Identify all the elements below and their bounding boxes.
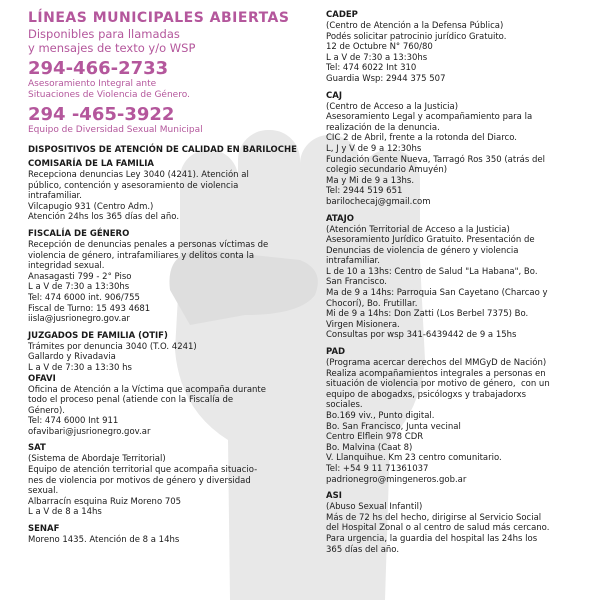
service-line[interactable]: padrionegro@mingeneros.gob.ar bbox=[326, 474, 467, 485]
service-line: Denuncias de violencia de género y violencia bbox=[326, 245, 519, 256]
service-line[interactable]: iisla@jusrionegro.gov.ar bbox=[28, 314, 130, 325]
service-line[interactable]: Tel: 474 6000 int. 906/755 bbox=[28, 292, 140, 303]
service-line: Ma y Mi de 9 a 13hs. bbox=[326, 175, 415, 186]
service-line: Gallardo y Rivadavia bbox=[28, 352, 116, 363]
service-block-caj bbox=[326, 91, 588, 208]
service-line: situación de violencia por motivo de género, con un bbox=[326, 379, 550, 390]
service-line: Vilcapugio 931 (Centro Adm.) bbox=[28, 201, 154, 212]
service-line: equipo de abogadxs, psicólogxs y trabajadorxs bbox=[326, 389, 527, 400]
service-line: nes de violencia por motivos de género y diversidad bbox=[28, 475, 251, 486]
service-line: (Abuso Sexual Infantil) bbox=[326, 502, 423, 513]
service-line: L, J y V de 9 a 12:30hs bbox=[326, 143, 422, 154]
service-line: Oficina de Atención a la Víctima que acompaña durante bbox=[28, 384, 266, 395]
service-line: Moreno 1435. Atención de 8 a 14hs bbox=[28, 535, 180, 546]
service-line: (Programa acercar derechos del MMGyD de Nación) bbox=[326, 358, 547, 369]
service-line: Fundación Gente Nueva, Tarragó Ros 350 (atrás del bbox=[326, 154, 546, 165]
service-title: FISCALÍA DE GÉNERO bbox=[28, 228, 130, 239]
service-block-fiscal-a-de-g-nero bbox=[28, 229, 298, 325]
service-block-juzgados-de-familia-otif- bbox=[28, 331, 298, 374]
service-title: SENAF bbox=[28, 524, 60, 535]
service-line: V. Llanquihue. Km 23 centro comunitario. bbox=[326, 453, 502, 464]
service-line: realización de la denuncia. bbox=[326, 122, 440, 133]
phone-description: Asesoramiento Integral ante bbox=[28, 79, 157, 89]
service-block-cadep bbox=[326, 10, 588, 85]
left-column bbox=[28, 10, 298, 546]
service-line: todo el proceso penal (atiende con la Fiscalía de bbox=[28, 395, 234, 406]
service-line: Realiza acompañamientos integrales a personas en bbox=[326, 368, 546, 379]
service-line: Género). bbox=[28, 405, 65, 416]
service-line: Bo.169 viv., Punto digital. bbox=[326, 411, 435, 421]
service-block-senaf bbox=[28, 524, 298, 546]
service-line: Recepciona denuncias Ley 3040 (4241). Atención al bbox=[28, 170, 249, 180]
hotlines-block bbox=[28, 10, 298, 136]
service-line: Virgen Misionera. bbox=[326, 319, 400, 330]
service-line: Equipo de atención territorial que acompaña situacio- bbox=[28, 465, 258, 476]
service-block-comisar-a-de-la-familia bbox=[28, 159, 298, 223]
service-title: OFAVI bbox=[28, 373, 56, 384]
service-line: Recepción de denuncias penales a personas víctimas de bbox=[28, 239, 269, 250]
service-line: Ma de 9 a 14hs: Parroquia San Cayetano (Charcao y bbox=[326, 288, 548, 299]
service-line: (Sistema de Abordaje Territorial) bbox=[28, 454, 166, 465]
phone-number[interactable]: 294-466-2733 bbox=[28, 58, 169, 79]
service-line: intrafamiliar. bbox=[326, 256, 380, 267]
hotlines-subtitle-line: Disponibles para llamadas bbox=[28, 27, 180, 41]
service-line[interactable]: barilochecaj@gmail.com bbox=[326, 196, 431, 207]
service-line: Mi de 9 a 14hs: Don Zatti (Los Berbel 7375) Bo. bbox=[326, 309, 529, 320]
devices-title: DISPOSITIVOS DE ATENCIÓN DE CALIDAD EN BARILOCHE bbox=[28, 145, 297, 155]
service-line: integridad sexual. bbox=[28, 261, 105, 272]
hotlines-subtitle-line: y mensajes de texto y/o WSP bbox=[28, 41, 196, 55]
service-line: Fiscal de Turno: 15 493 4681 bbox=[28, 303, 151, 314]
service-title: PAD bbox=[326, 347, 346, 358]
service-line: 365 días del año. bbox=[326, 544, 400, 555]
service-title: CADEP bbox=[326, 10, 358, 20]
service-line[interactable]: Tel: +54 9 11 71361037 bbox=[326, 463, 429, 474]
hotlines-title: LÍNEAS MUNICIPALES ABIERTAS bbox=[28, 10, 290, 26]
service-line: L a V de 7:30 a 13:30hs bbox=[326, 52, 428, 63]
service-line: L a V de 7:30 a 13:30 hs bbox=[28, 362, 132, 373]
service-block-pad bbox=[326, 347, 588, 485]
phone-description: Equipo de Diversidad Sexual Municipal bbox=[28, 125, 203, 135]
service-block-asi bbox=[326, 491, 588, 555]
service-line[interactable]: Consultas por wsp 341-6439442 de 9 a 15hs bbox=[326, 330, 517, 341]
service-line: 12 de Octubre N° 760/80 bbox=[326, 42, 433, 53]
service-line[interactable]: Tel: 474 6022 Int 310 bbox=[326, 63, 417, 74]
service-line: sexual. bbox=[28, 486, 59, 497]
service-line: intrafamiliar. bbox=[28, 191, 82, 202]
service-line: Asesoramiento Jurídico Gratuito. Presentación de bbox=[326, 235, 535, 246]
service-line: Bo. San Francisco, Junta vecinal bbox=[326, 421, 461, 432]
service-line: Podés solicitar patrocinio jurídico Gratuito. bbox=[326, 31, 507, 42]
service-line[interactable]: ofavibari@jusrionegro.gov.ar bbox=[28, 426, 151, 437]
phone-number[interactable]: 294 -465-3922 bbox=[28, 104, 175, 125]
service-title: COMISARÍA DE LA FAMILIA bbox=[28, 159, 154, 169]
service-line: del Hospital Zonal o al centro de salud más cercano. bbox=[326, 523, 550, 534]
service-line: L a V de 8 a 14hs bbox=[28, 507, 102, 518]
service-title: ATAJO bbox=[326, 213, 355, 224]
service-line: sociales. bbox=[326, 400, 363, 411]
service-line[interactable]: Tel: 2944 519 651 bbox=[326, 186, 403, 197]
service-line: L a V de 7:30 a 13:30hs bbox=[28, 282, 130, 293]
service-line: Bo. Malvina (Caat 8) bbox=[326, 442, 413, 453]
service-line: Asesoramiento Legal y acompañamiento para la bbox=[326, 112, 533, 123]
service-line: Atención 24hs los 365 días del año. bbox=[28, 212, 180, 223]
service-line: Albarracín esquina Ruiz Moreno 705 bbox=[28, 496, 182, 507]
phone-description: Situaciones de Violencia de Género. bbox=[28, 90, 190, 100]
service-line: público, contención y asesoramiento de violencia bbox=[28, 180, 239, 191]
service-title: JUZGADOS DE FAMILIA (OTIF) bbox=[28, 330, 168, 341]
service-line: Centro Elflein 978 CDR bbox=[326, 432, 424, 443]
service-block-atajo bbox=[326, 214, 588, 342]
service-line: Para urgencia, la guardia del hospital las 24hs los bbox=[326, 533, 538, 544]
service-line: (Atención Territorial de Acceso a la Justicia) bbox=[326, 224, 510, 235]
service-line: Chocorí), Bo. Frutillar. bbox=[326, 298, 418, 309]
service-title: ASI bbox=[326, 491, 342, 502]
service-block-ofavi bbox=[28, 374, 298, 438]
right-sections bbox=[326, 10, 588, 555]
service-title: SAT bbox=[28, 443, 46, 454]
service-line: San Francisco. bbox=[326, 277, 387, 288]
left-sections bbox=[28, 159, 298, 546]
service-line: Más de 72 hs del hecho, dirigirse al Servicio Social bbox=[326, 512, 542, 523]
service-line: L de 10 a 13hs: Centro de Salud "La Habana", Bo. bbox=[326, 266, 538, 277]
service-line: Anasagasti 799 - 2° Piso bbox=[28, 271, 132, 282]
service-line: (Centro de Acceso a la Justicia) bbox=[326, 101, 459, 112]
service-line: (Centro de Atención a la Defensa Pública) bbox=[326, 21, 504, 31]
service-line[interactable]: Guardia Wsp: 2944 375 507 bbox=[326, 73, 446, 84]
service-line[interactable]: Tel: 474 6000 Int 911 bbox=[28, 416, 119, 427]
service-title: CAJ bbox=[326, 90, 342, 101]
service-line: Trámites por denuncia 3040 (T.O. 4241) bbox=[28, 341, 197, 352]
right-column bbox=[326, 10, 588, 555]
service-block-sat bbox=[28, 443, 298, 518]
service-line: colegio secundario Amuyén) bbox=[326, 165, 448, 176]
service-line: CIC 2 de Abril, frente a la rotonda del Diarco. bbox=[326, 133, 517, 144]
service-line: violencia de género, intrafamiliares y delitos conta la bbox=[28, 250, 255, 261]
